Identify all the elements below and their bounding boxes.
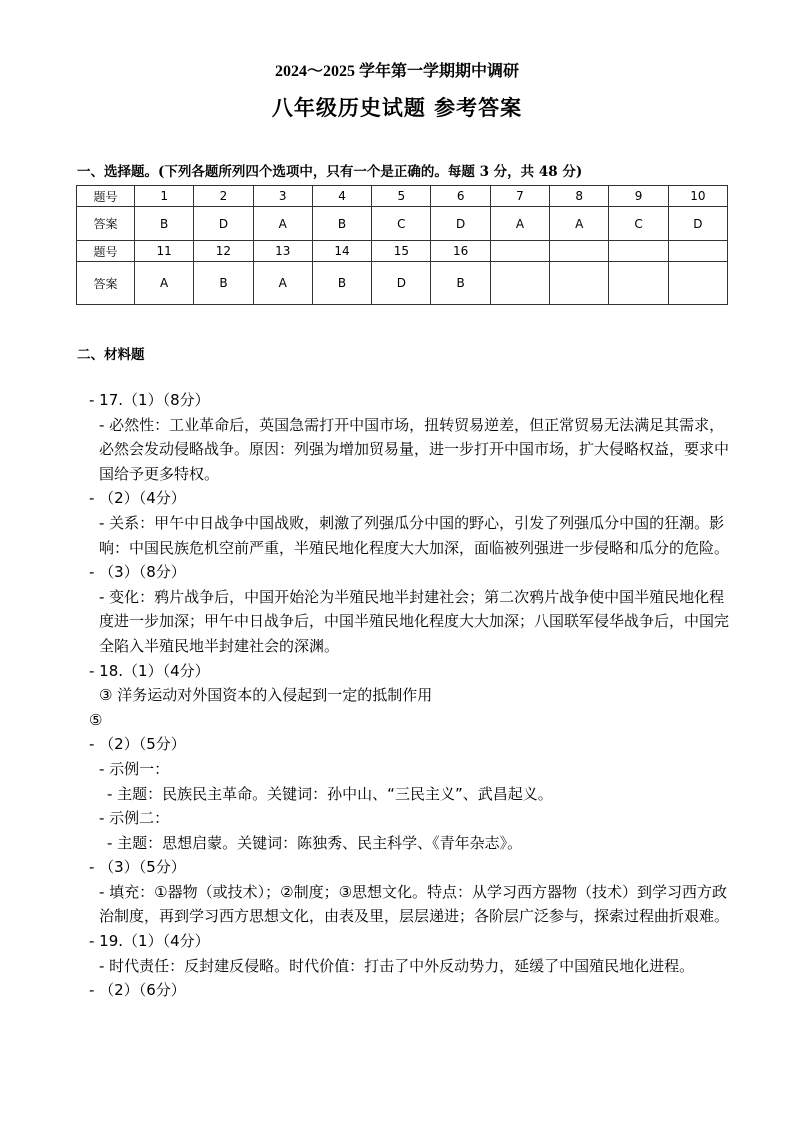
answer-cell: D xyxy=(194,207,253,241)
question-18-3-heading: - （3）（5分） xyxy=(89,858,186,877)
answer-paragraph: - 必然性：工业革命后，英国急需打开中国市场，扭转贸易逆差，但正常贸易无法满足其需求，必然会发动侵略战争。原因：列强为增加贸易量，进一步打开中国市场，扩大侵略权益，要求中国给予更多特权。 xyxy=(99,415,730,483)
answer-cell: B xyxy=(431,262,490,305)
answer-cell: A xyxy=(490,207,549,241)
answer-cell xyxy=(609,262,668,305)
question-number: 10 xyxy=(668,186,727,207)
answer-cell xyxy=(550,262,609,305)
question-number: 9 xyxy=(609,186,668,207)
answer-cell: A xyxy=(135,262,194,305)
answer-cell: B xyxy=(135,207,194,241)
question-number: 14 xyxy=(312,241,371,262)
question-number: 6 xyxy=(431,186,490,207)
answer-cell xyxy=(668,262,727,305)
answer-cell xyxy=(490,262,549,305)
table-row-answers xyxy=(77,262,728,305)
example-label: - 示例二： xyxy=(99,809,170,828)
row-label: 题号 xyxy=(77,241,135,262)
section-heading-material: 二、材料题 xyxy=(77,347,145,363)
question-19-1-heading: - 19.（1）（4分） xyxy=(89,932,210,951)
question-number: 7 xyxy=(490,186,549,207)
answer-cell: C xyxy=(372,207,431,241)
question-number: 4 xyxy=(312,186,371,207)
question-number: 2 xyxy=(194,186,253,207)
answer-paragraph: - 关系：甲午中日战争中国战败，刺激了列强瓜分中国的野心，引发了列强瓜分中国的狂潮。影响：中国民族危机空前严重，半殖民地化程度大大加深，面临被列强进一步侵略和瓜分的危险。 xyxy=(99,513,730,557)
question-17-3-heading: - （3）（8分） xyxy=(89,563,186,582)
question-number: 8 xyxy=(550,186,609,207)
answer-cell: A xyxy=(253,207,312,241)
answer-cell: B xyxy=(312,262,371,305)
answer-cell: C xyxy=(609,207,668,241)
question-number: 3 xyxy=(253,186,312,207)
row-label: 答案 xyxy=(77,207,135,241)
answer-table xyxy=(76,185,728,305)
section-heading-choice: 一、选择题。(下列各题所列四个选项中，只有一个是正确的。每题 3 分，共 48 分) xyxy=(77,164,583,180)
question-number xyxy=(550,241,609,262)
question-number: 15 xyxy=(372,241,431,262)
answer-cell: A xyxy=(550,207,609,241)
answer-cell: B xyxy=(194,262,253,305)
document-title: 2024～2025 学年第一学期期中调研 xyxy=(274,63,519,80)
question-17-2-heading: - （2）（4分） xyxy=(89,489,186,508)
question-number xyxy=(490,241,549,262)
table-row-answers xyxy=(77,207,728,241)
answer-cell: A xyxy=(253,262,312,305)
example-label: - 示例一： xyxy=(99,759,170,778)
answer-body xyxy=(77,388,729,1003)
question-number: 16 xyxy=(431,241,490,262)
question-number: 13 xyxy=(253,241,312,262)
answer-line: - 主题：民族民主革命。关键词：孙中山、“三民主义”、武昌起义。 xyxy=(107,784,553,803)
answer-line: ⑤ xyxy=(89,710,103,729)
question-18-2-heading: - （2）（5分） xyxy=(89,735,186,754)
question-number: 12 xyxy=(194,241,253,262)
answer-paragraph: - 变化：鸦片战争后，中国开始沦为半殖民地半封建社会；第二次鸦片战争使中国半殖民地化程度进一步加深；甲午中日战争后，中国半殖民地化程度大大加深；八国联军侵华战争后，中国完全陷入半殖民地半封建社会的深渊。 xyxy=(99,587,730,655)
table-row-numbers xyxy=(77,186,728,207)
answer-cell: D xyxy=(372,262,431,305)
question-number xyxy=(609,241,668,262)
answer-line: - 主题：思想启蒙。关键词：陈独秀、民主科学、《青年杂志》。 xyxy=(107,833,523,852)
answer-cell: D xyxy=(431,207,490,241)
question-number: 1 xyxy=(135,186,194,207)
question-19-2-heading: - （2）（6分） xyxy=(89,981,186,1000)
answer-paragraph: - 时代责任：反封建反侵略。时代价值：打击了中外反动势力，延缓了中国殖民地化进程。 xyxy=(99,956,695,975)
row-label: 题号 xyxy=(77,186,135,207)
row-label: 答案 xyxy=(77,262,135,305)
answer-paragraph: - 填充：①器物（或技术）；②制度；③思想文化。特点：从学习西方器物（技术）到学习西方政治制度，再到学习西方思想文化，由表及里，层层递进；各阶层广泛参与，探索过程曲折艰难。 xyxy=(99,882,730,926)
question-number: 11 xyxy=(135,241,194,262)
question-18-1-heading: - 18.（1）（4分） xyxy=(89,661,210,680)
answer-cell: D xyxy=(668,207,727,241)
document-subtitle: 八年级历史试题 参考答案 xyxy=(271,95,523,120)
answer-cell: B xyxy=(312,207,371,241)
question-17-1-heading: - 17.（1）（8分） xyxy=(89,391,210,409)
question-number: 5 xyxy=(372,186,431,207)
answer-line: ③ 洋务运动对外国资本的入侵起到一定的抵制作用 xyxy=(99,686,433,705)
question-number xyxy=(668,241,727,262)
table-row-numbers xyxy=(77,241,728,262)
